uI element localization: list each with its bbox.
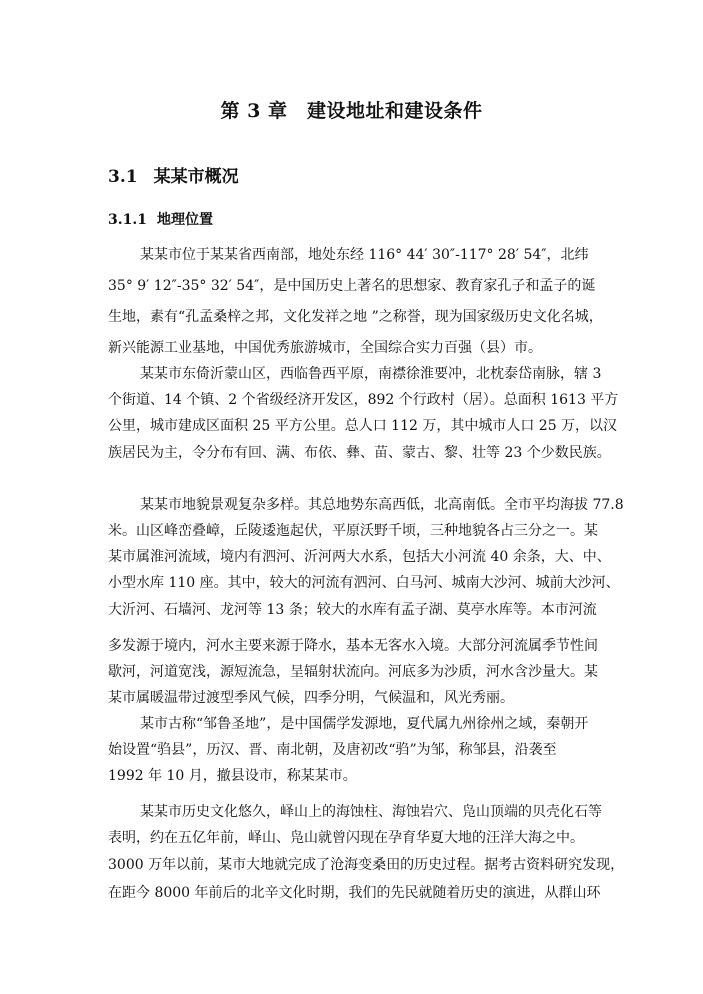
paragraph-line: 某某市历史文化悠久，峄山上的海蚀柱、海蚀岩穴、凫山顶端的贝壳化石等 [140, 804, 602, 820]
section-number: 3.1 [108, 167, 138, 187]
paragraph-line: 公里，城市建成区面积 25 平方公里。总人口 112 万，其中城市人口 25 万，以汉 [108, 418, 618, 434]
paragraph-line: 米。山区峰峦叠嶂，丘陵逶迤起伏，平原沃野千顷，三种地貌各占三分之一。某 [108, 523, 598, 539]
paragraph-line: 大沂河、石墙河、龙河等 13 条；较大的水库有孟子湖、莫亭水库等。本市河流 [108, 602, 597, 618]
subsection-number: 3.1.1 [108, 212, 147, 228]
paragraph-line: 某市属淮河流域，境内有泗河、沂河两大水系，包括大小河流 40 余条，大、中、 [108, 549, 611, 565]
paragraph-line: 35° 9′ 12″-35° 32′ 54″，是中国历史上著名的思想家、教育家孔子和孟子的诞 [108, 278, 596, 294]
subsection-heading [108, 209, 213, 229]
paragraph-line: 新兴能源工业基地，中国优秀旅游城市，全国综合实力百强（县）市。 [108, 340, 542, 356]
paragraph-line: 某某市东倚沂蒙山区，西临鲁西平原，南襟徐淮要冲，北枕泰岱南脉，辖 3 [140, 366, 602, 382]
paragraph-line: 1992 年 10 月，撤县设市，称某某市。 [108, 768, 357, 784]
paragraph-line: 歇河，河道宽浅，源短流急，呈辐射状流向。河底多为沙质，河水含沙量大。某 [108, 664, 598, 680]
paragraph-line: 3000 万年以前，某市大地就完成了沧海变桑田的历史过程。据考古资料研究发现， [108, 857, 625, 873]
paragraph-line: 族居民为主，令分布有回、满、布依、彝、苗、蒙古、黎、壮等 23 个少数民族。 [108, 445, 611, 461]
paragraph-line: 始设置“驺县”，历汉、晋、南北朝，及唐初改“驺”为邹，称邹县，沿袭至 [108, 742, 557, 758]
paragraph-line: 个街道、14 个镇、2 个省级经济开发区，892 个行政村（居）。总面积 1613 平方 [108, 392, 619, 408]
paragraph-line: 某某市地貌景观复杂多样。其总地势东高西低，北高南低。全市平均海拔 77.8 [140, 497, 624, 513]
paragraph-line: 某市古称“邹鲁圣地”，是中国儒学发源地，夏代属九州徐州之域，秦朝开 [140, 716, 589, 732]
paragraph-line: 生地，素有“孔孟桑梓之邦，文化发祥之地 ”之称誉，现为国家级历史文化名城， [108, 309, 603, 325]
chapter-title: 第 3 章 建设地址和建设条件 [220, 100, 483, 122]
subsection-title: 地理位置 [156, 212, 213, 228]
section-title: 某某市概况 [153, 167, 239, 187]
paragraph-line: 表明，约在五亿年前，峄山、凫山就曾闪现在孕育华夏大地的汪洋大海之中。 [108, 830, 584, 846]
paragraph-line: 多发源于境内，河水主要来源于降水，基本无客水入境。大部分河流属季节性间 [108, 638, 598, 654]
section-heading [108, 162, 239, 187]
paragraph-line: 小型水库 110 座。其中，较大的河流有泗河、白马河、城南大沙河、城前大沙河、 [108, 575, 620, 591]
paragraph-line: 某市属暖温带过渡型季风气候，四季分明，气候温和，风光秀丽。 [108, 690, 514, 706]
paragraph-line: 在距今 8000 年前后的北辛文化时期，我们的先民就随着历史的演进，从群山环 [108, 885, 601, 901]
paragraph-line: 某某市位于某某省西南部，地处东经 116° 44′ 30″-117° 28′ 54″，北纬 [140, 247, 589, 263]
